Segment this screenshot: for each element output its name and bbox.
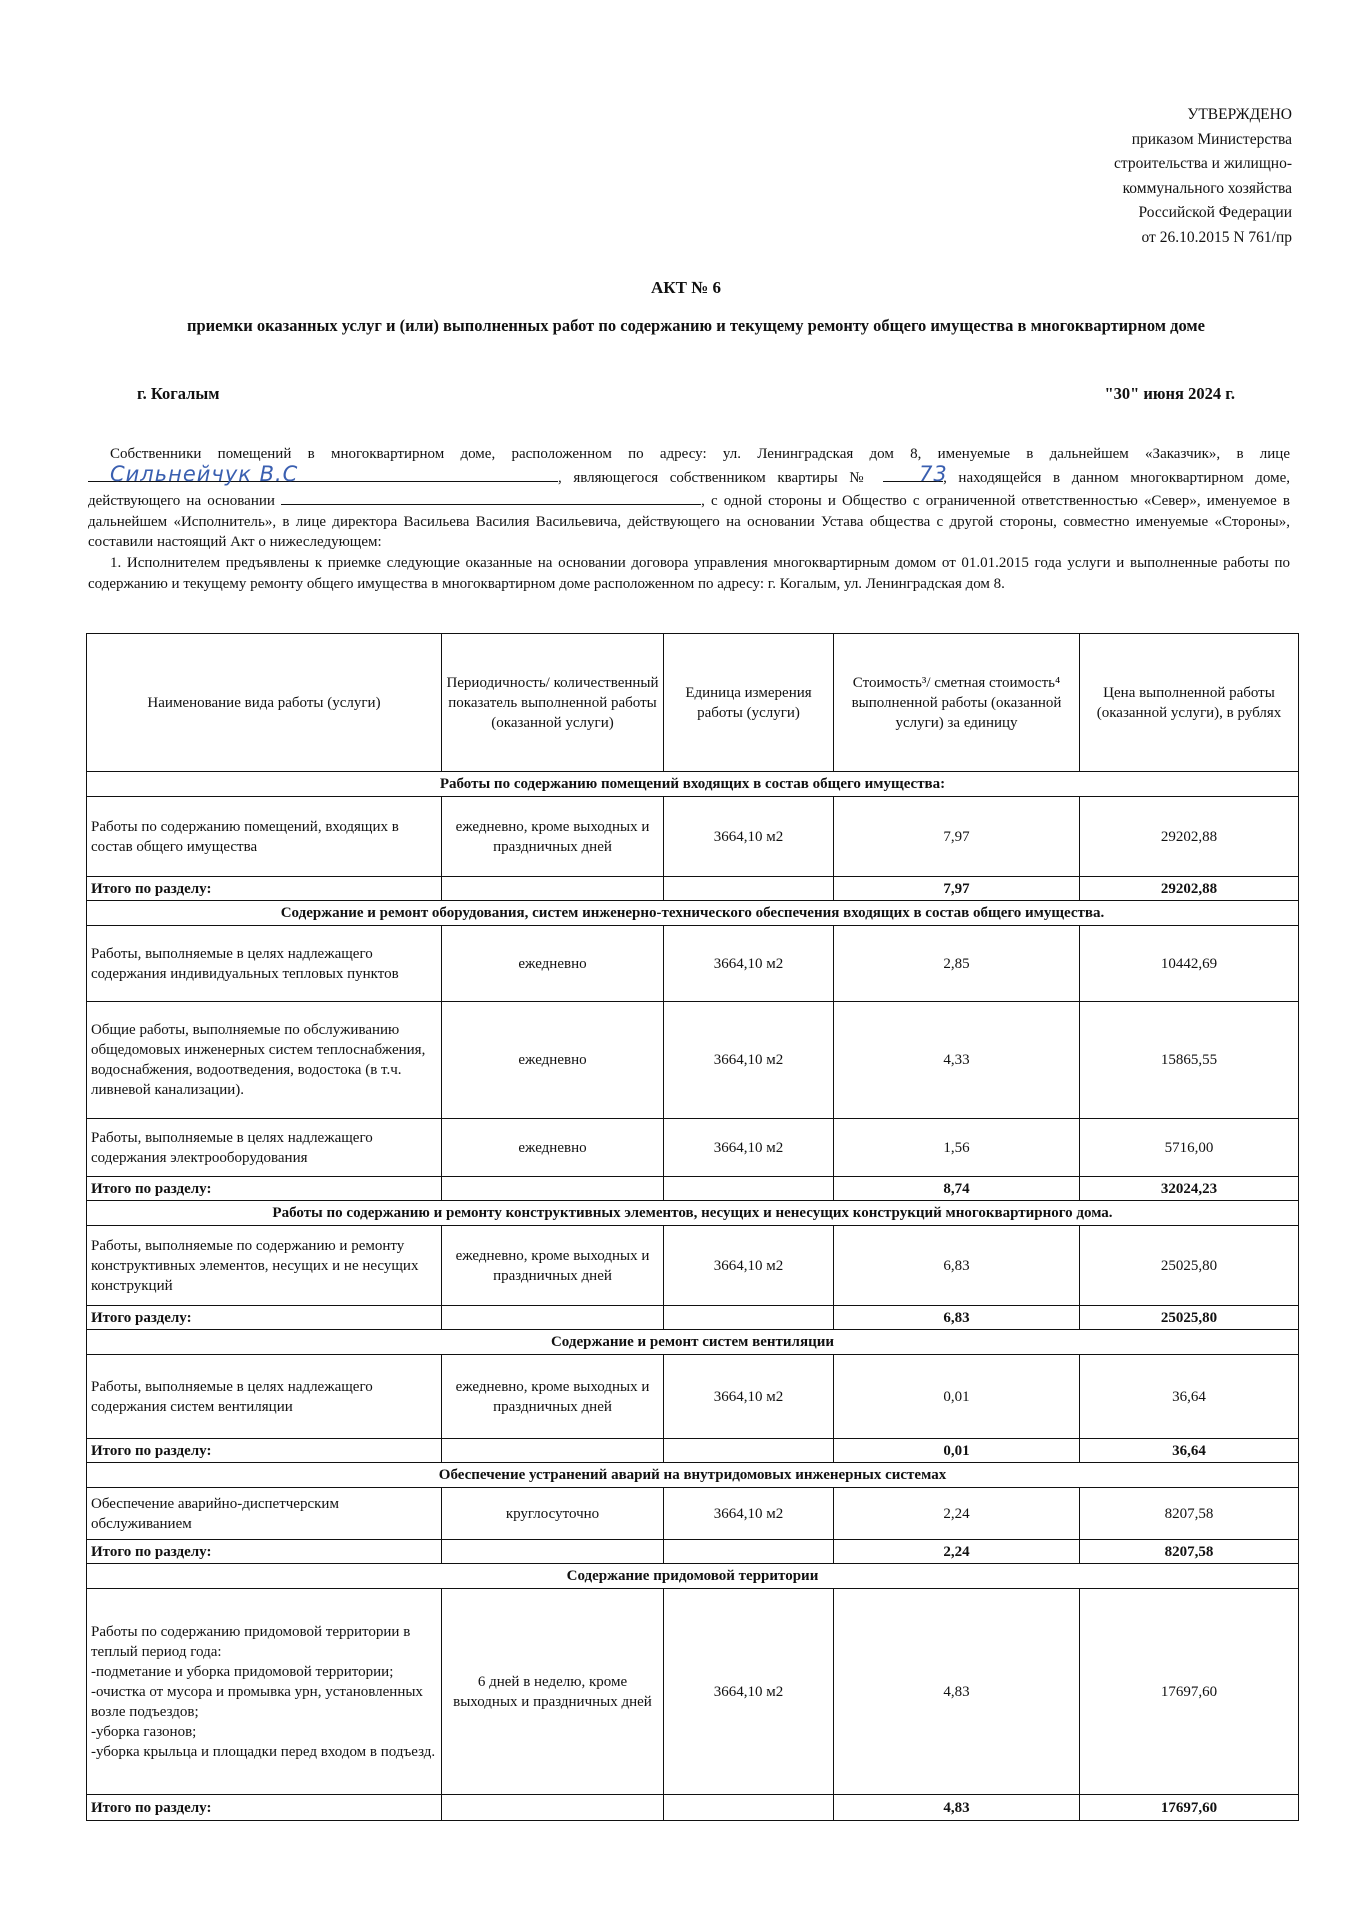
cell-work-name: Работы, выполняемые в целях надлежащего содержания индивидуальных тепловых пунктов [87, 926, 442, 1002]
table-row [87, 1002, 1299, 1119]
total-label: Итого по разделу: [87, 1795, 442, 1821]
table-row [87, 1488, 1299, 1540]
approval-stamp-block [1114, 103, 1292, 250]
act-title: АКТ № 6 [650, 278, 722, 297]
cell-unit: 3664,10 м2 [664, 1589, 834, 1795]
header-unit-cost: Стоимость³/ сметная стоимость⁴ выполненной работы (оказанной услуги) за единицу [834, 634, 1080, 772]
cell-periodicity: ежедневно, кроме выходных и праздничных дней [442, 1355, 664, 1439]
works-table [86, 633, 1299, 1821]
section-total-row [87, 1306, 1299, 1330]
table-row [87, 1119, 1299, 1177]
total-price: 25025,80 [1080, 1306, 1299, 1330]
cell-periodicity: ежедневно, кроме выходных и праздничных дней [442, 1226, 664, 1306]
cell-unit-cost: 7,97 [834, 797, 1080, 877]
header-price: Цена выполненной работы (оказанной услуги), в рублях [1080, 634, 1299, 772]
cell-price: 36,64 [1080, 1355, 1299, 1439]
total-price: 29202,88 [1080, 877, 1299, 901]
cell-unit: 3664,10 м2 [664, 1488, 834, 1540]
cell-unit: 3664,10 м2 [664, 1355, 834, 1439]
intro-text-d: , с одной стороны и Общество с ограниченной ответственностью «Север», именуемое в дальнейшем «Исполнитель», в лице директора Васильева Василия Васильевича, действующего на основании Устава общества с другой стороны, совместно именуемые «Стороны», составили настоящий Акт о нижеследующем: [88, 493, 1291, 551]
cell-price: 5716,00 [1080, 1119, 1299, 1177]
intro-text-a: Собственники помещений в многоквартирном доме, расположенном по адресу: ул. Ленинградская дом 8, именуемые в дальнейшем «Заказчик», в лице [110, 446, 1290, 462]
approved-line: Российской Федерации [1138, 204, 1292, 221]
section-total-row [87, 1540, 1299, 1564]
section-title: Работы по содержанию помещений входящих в состав общего имущества: [87, 772, 1299, 797]
header-work-name: Наименование вида работы (услуги) [87, 634, 442, 772]
total-unit-cost: 0,01 [834, 1439, 1080, 1463]
cell-price: 25025,80 [1080, 1226, 1299, 1306]
section-title: Содержание и ремонт систем вентиляции [87, 1330, 1299, 1355]
cell-periodicity: ежедневно [442, 1002, 664, 1119]
cell-work-name: Работы по содержанию помещений, входящих в состав общего имущества [87, 797, 442, 877]
cell-periodicity: 6 дней в неделю, кроме выходных и праздничных дней [442, 1589, 664, 1795]
total-label: Итого по разделу: [87, 1177, 442, 1201]
section-title-row [87, 1463, 1299, 1488]
cell-unit-cost: 1,56 [834, 1119, 1080, 1177]
section-total-row [87, 1177, 1299, 1201]
approved-line: приказом Министерства [1131, 130, 1292, 148]
table-row [87, 1226, 1299, 1306]
intro-text-b: , являющегося собственником квартиры № [558, 469, 872, 486]
total-unit-cost: 4,83 [834, 1795, 1080, 1821]
section-title: Обеспечение устранений аварий на внутридомовых инженерных системах [87, 1463, 1299, 1488]
section-title: Содержание придомовой территории [87, 1564, 1299, 1589]
cell-price: 29202,88 [1080, 797, 1299, 877]
approved-line: строительства и жилищно- [1114, 155, 1292, 172]
handwritten-apartment-number: 73 [919, 462, 948, 486]
header-unit: Единица измерения работы (услуги) [664, 634, 834, 772]
city: г. Когалым [137, 384, 220, 403]
total-label: Итого по разделу: [87, 1439, 442, 1463]
total-label: Итого разделу: [87, 1306, 442, 1330]
section-total-row [87, 1795, 1299, 1821]
handwritten-owner-name: Сильнейчук В.С [110, 462, 299, 486]
approved-line: коммунального хозяйства [1122, 179, 1292, 197]
intro-text [88, 444, 1290, 594]
section-title-row [87, 1564, 1299, 1589]
act-date: "30" июня 2024 г. [1104, 384, 1235, 403]
cell-periodicity: ежедневно [442, 1119, 664, 1177]
approved-line: УТВЕРЖДЕНО [1187, 106, 1292, 123]
total-price: 36,64 [1080, 1439, 1299, 1463]
basis-blank-field [281, 488, 701, 505]
cell-periodicity: круглосуточно [442, 1488, 664, 1540]
cell-unit: 3664,10 м2 [664, 797, 834, 877]
cell-unit: 3664,10 м2 [664, 1002, 834, 1119]
act-subtitle: приемки оказанных услуг и (или) выполненных работ по содержанию и текущему ремонту общего имущества в многоквартирном доме [186, 316, 1205, 335]
cell-periodicity: ежедневно, кроме выходных и праздничных дней [442, 797, 664, 877]
approved-line: от 26.10.2015 N 761/пр [1141, 228, 1292, 246]
cell-price: 17697,60 [1080, 1589, 1299, 1795]
total-price: 32024,23 [1080, 1177, 1299, 1201]
section-total-row [87, 1439, 1299, 1463]
total-label: Итого по разделу: [87, 1540, 442, 1564]
cell-unit-cost: 6,83 [834, 1226, 1080, 1306]
total-label: Итого по разделу: [87, 877, 442, 901]
table-header-row [87, 634, 1299, 772]
cell-work-name: Обеспечение аварийно-диспетчерским обслуживанием [87, 1488, 442, 1540]
cell-unit-cost: 0,01 [834, 1355, 1080, 1439]
intro-paragraph-2: 1. Исполнителем предъявлены к приемке следующие оказанные на основании договора управления многоквартирным домом от 01.01.2015 года услуги и выполненные работы по содержанию и текущему ремонту общего имущества в многоквартирном доме расположенном по адресу: г. Когалым, ул. Ленинградская дом 8. [88, 554, 1290, 592]
table-row [87, 797, 1299, 877]
header-periodicity: Периодичность/ количественный показатель выполненной работы (оказанной услуги) [442, 634, 664, 772]
section-title: Содержание и ремонт оборудования, систем инженерно-технического обеспечения входящих в состав общего имущества. [87, 901, 1299, 926]
section-title-row [87, 1330, 1299, 1355]
cell-work-name: Работы, выполняемые в целях надлежащего содержания систем вентиляции [87, 1355, 442, 1439]
cell-unit-cost: 2,85 [834, 926, 1080, 1002]
table-row [87, 926, 1299, 1002]
table-row [87, 1589, 1299, 1795]
table-row [87, 1355, 1299, 1439]
section-total-row [87, 877, 1299, 901]
intro-paragraph-1 [88, 444, 1290, 553]
cell-work-name: Работы по содержанию придомовой территории в теплый период года: -подметание и уборка придомовой территории; -очистка от мусора и промывка урн, установленных возле подъездов; -уборка газонов; -уборка крыльца и площадки перед входом в подъезд. [87, 1589, 442, 1795]
total-unit-cost: 6,83 [834, 1306, 1080, 1330]
cell-periodicity: ежедневно [442, 926, 664, 1002]
cell-unit-cost: 4,83 [834, 1589, 1080, 1795]
cell-price: 15865,55 [1080, 1002, 1299, 1119]
cell-unit: 3664,10 м2 [664, 1119, 834, 1177]
section-title: Работы по содержанию и ремонту конструктивных элементов, несущих и ненесущих конструкций многоквартирного дома. [87, 1201, 1299, 1226]
total-unit-cost: 7,97 [834, 877, 1080, 901]
section-title-row [87, 772, 1299, 797]
cell-work-name: Работы, выполняемые по содержанию и ремонту конструктивных элементов, несущих и не несущих конструкций [87, 1226, 442, 1306]
section-title-row [87, 901, 1299, 926]
total-price: 17697,60 [1080, 1795, 1299, 1821]
cell-unit-cost: 2,24 [834, 1488, 1080, 1540]
section-title-row [87, 1201, 1299, 1226]
cell-unit: 3664,10 м2 [664, 1226, 834, 1306]
cell-work-name: Работы, выполняемые в целях надлежащего содержания электрооборудования [87, 1119, 442, 1177]
total-unit-cost: 8,74 [834, 1177, 1080, 1201]
owner-name-field [88, 462, 558, 486]
cell-work-name: Общие работы, выполняемые по обслуживанию общедомовых инженерных систем теплоснабжения, водоснабжения, водоотведения, водостока (в т.ч. ливневой канализации). [87, 1002, 442, 1119]
cell-unit: 3664,10 м2 [664, 926, 834, 1002]
total-unit-cost: 2,24 [834, 1540, 1080, 1564]
cell-price: 8207,58 [1080, 1488, 1299, 1540]
cell-price: 10442,69 [1080, 926, 1299, 1002]
cell-unit-cost: 4,33 [834, 1002, 1080, 1119]
intro-text-c: , находящейся в данном многоквартирном доме, действующего на основании [88, 469, 1291, 510]
apartment-number-field [883, 462, 948, 486]
total-price: 8207,58 [1080, 1540, 1299, 1564]
